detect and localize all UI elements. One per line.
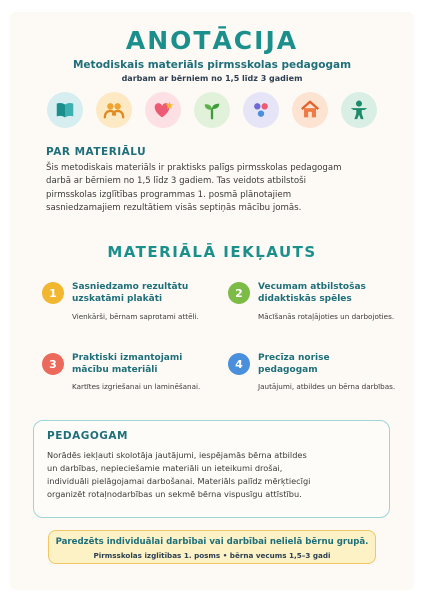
about-line: darbā ar bērniem no 1,5 līdz 3 gadiem. Tas veidots atbilstoši [46, 176, 306, 187]
heart-star-icon [145, 92, 181, 128]
material-item [42, 282, 212, 326]
teacher-line: individuāli pielāgojamai darbošanai. Materiāls palīdz mērķtiecīgi [47, 476, 311, 486]
item-title [72, 352, 212, 376]
house-icon [292, 92, 328, 128]
material-item [228, 353, 398, 397]
teacher-heading: PEDAGOGAM [47, 430, 128, 442]
item-description: Mācīšanās rotaļājoties un darbojoties. [258, 312, 395, 321]
about-heading: PAR MATERIĀLU [46, 146, 147, 158]
dots-icon [243, 92, 279, 128]
child-figure-icon [341, 92, 377, 128]
item-title-line: mācību materiāli [72, 365, 158, 375]
teacher-line: organizēt rotaļnodarbības un sekmē bērna vispusīgu attīstību. [47, 489, 302, 499]
book-icon [47, 92, 83, 128]
item-number-badge: 2 [228, 282, 250, 304]
teacher-text [47, 449, 377, 501]
material-item [42, 353, 212, 397]
children-icon [96, 92, 132, 128]
item-title [258, 281, 398, 305]
item-description: Kartītes izgriešanai un laminēšanai. [72, 382, 201, 391]
about-line: pirmsskolas izglītības programmas 1. posmā plānotajiem [46, 189, 292, 200]
about-line: Šis metodiskais materiāls ir praktisks palīgs pirmsskolas pedagogam [46, 163, 342, 173]
topic-icons-row [47, 92, 377, 128]
age-range-subtitle: darbam ar bērniem no 1,5 līdz 3 gadiem [121, 74, 303, 83]
item-title-line: Vecumam atbilstošas [258, 282, 366, 292]
page-subtitle: Metodiskais materiāls pirmsskolas pedagogam [72, 59, 352, 71]
item-title-line: didaktiskās spēles [258, 294, 352, 304]
teacher-info-box [33, 420, 390, 518]
sprout-icon [194, 92, 230, 128]
about-text [46, 162, 376, 215]
teacher-line: Norādēs iekļauti skolotāja jautājumi, iespējamās bērna atbildes [47, 450, 307, 460]
item-title-line: Praktiski izmantojami [72, 353, 183, 363]
item-title-line: uzskatāmi plakāti [72, 294, 163, 304]
item-number-badge: 4 [228, 353, 250, 375]
item-description: Vienkārši, bērnam saprotami attēli. [72, 312, 199, 321]
usage-note-box [48, 530, 376, 564]
about-line: sasniedzamajiem rezultātiem visās septiņās mācību jomās. [46, 202, 302, 213]
page-title: ANOTĀCIJA [125, 26, 299, 55]
item-title-line: Sasniedzamo rezultātu [72, 282, 189, 292]
stage-age-note: Pirmsskolas izglītības 1. posms • bērna vecums 1,5–3 gadi [93, 551, 331, 560]
material-item [228, 282, 398, 326]
usage-note: Paredzēts individuālai darbībai vai darbībai nelielā bērnu grupā. [55, 537, 369, 547]
item-title-line: Precīza norise [258, 353, 330, 363]
teacher-line: un darbības, nepieciešamie materiāli un ieteikumi drošai, [47, 463, 283, 473]
item-title [72, 281, 212, 305]
item-title [258, 352, 398, 376]
item-number-badge: 1 [42, 282, 64, 304]
item-number-badge: 3 [42, 353, 64, 375]
item-title-line: pedagogam [258, 365, 318, 375]
item-description: Jautājumi, atbildes un bērna darbības. [258, 382, 396, 391]
materials-heading: MATERIĀLĀ IEKĻAUTS [107, 243, 317, 261]
annotation-page [10, 12, 414, 590]
